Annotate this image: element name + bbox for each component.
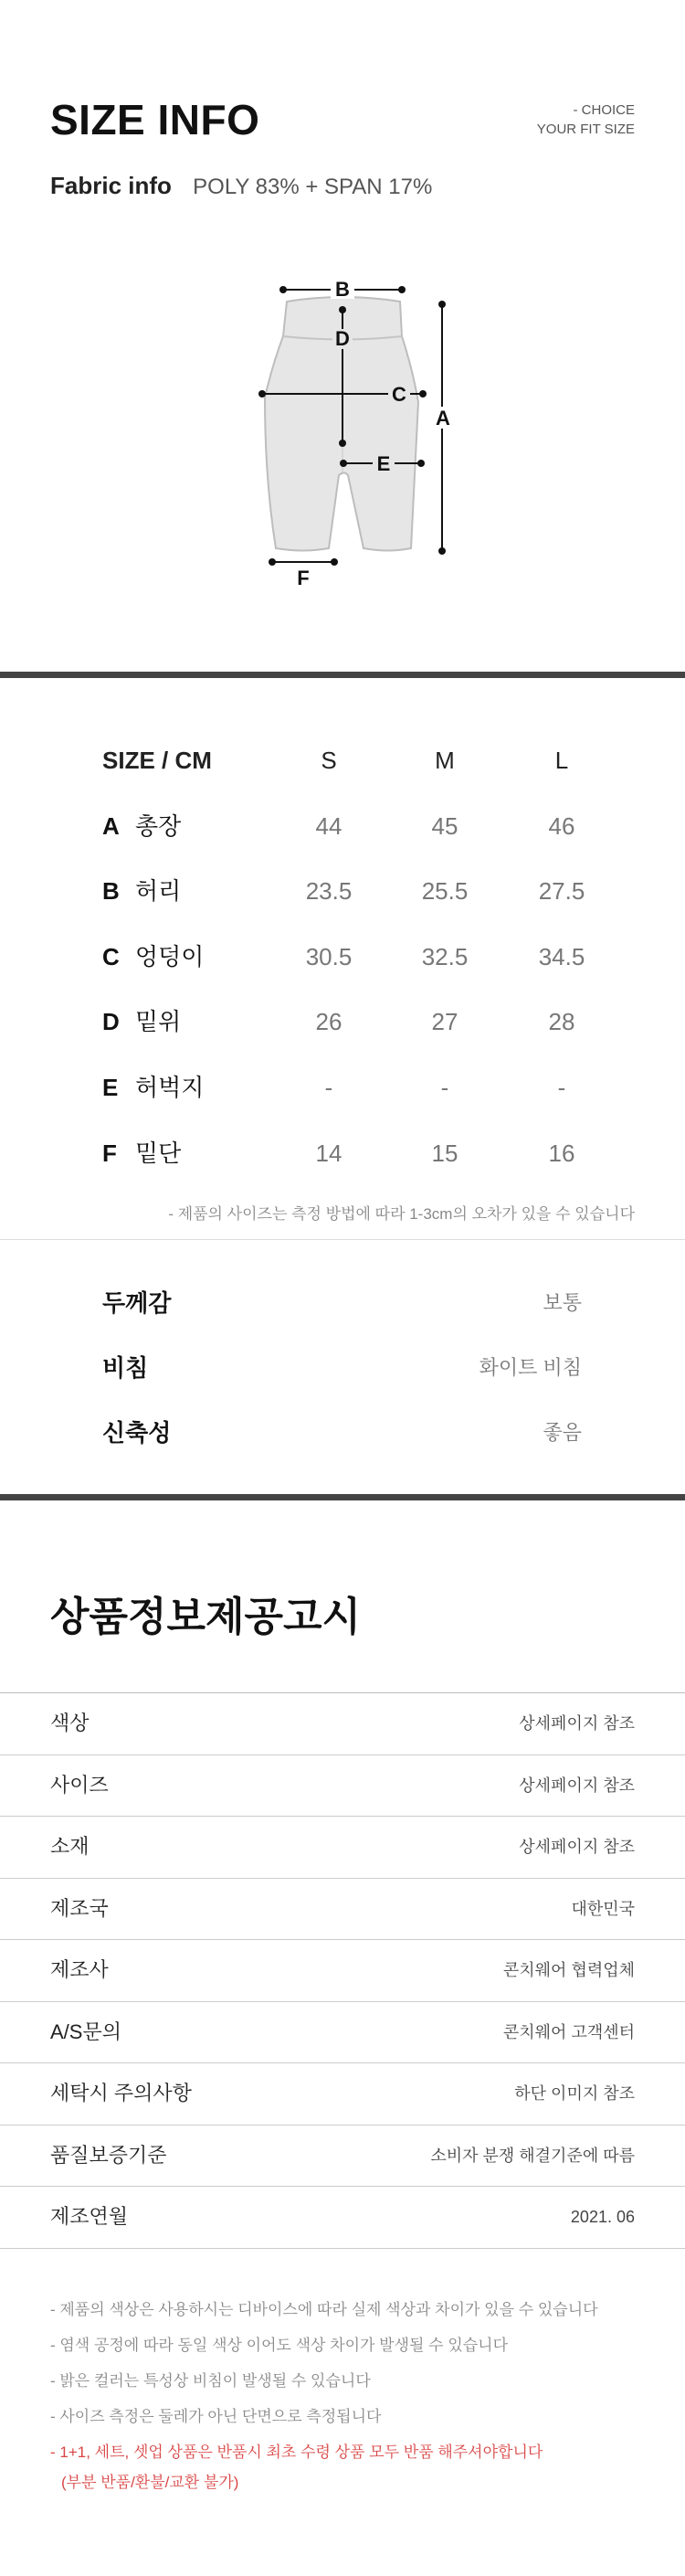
product-info-table	[0, 1692, 685, 2249]
size-value: 34.5	[538, 942, 585, 970]
list-item: - 사이즈 측정은 둘레가 아닌 단면으로 측정됩니다	[50, 2408, 382, 2425]
size-value: -	[324, 1073, 333, 1101]
table-row	[0, 2125, 685, 2188]
measure-name: 밑위	[135, 1008, 182, 1036]
choice-fit-size-note	[537, 101, 635, 139]
section-divider	[0, 672, 685, 678]
choice-line-2: YOUR FIT SIZE	[536, 122, 635, 137]
info-value: 콘치웨어 고객센터	[502, 2022, 635, 2041]
diagram-letter-a: A	[436, 407, 450, 429]
size-value: 27.5	[538, 877, 585, 906]
table-row	[0, 1135, 685, 1201]
feature-row-sheerness	[102, 1350, 582, 1414]
size-value: 16	[548, 1139, 575, 1167]
size-value: 23.5	[305, 877, 353, 906]
size-header-m: M	[435, 747, 455, 774]
diagram-letter-d: D	[335, 327, 350, 350]
section-divider	[0, 1239, 685, 1240]
feature-label: 비침	[102, 1354, 149, 1382]
table-row	[0, 808, 685, 874]
fabric-info	[50, 172, 432, 201]
size-value: 32.5	[421, 942, 469, 970]
info-label: 색상	[50, 1712, 90, 1734]
table-row	[0, 1817, 685, 1879]
list-item: - 염색 공정에 따라 동일 색상 이어도 색상 차이가 발생될 수 있습니다	[50, 2337, 509, 2354]
table-row	[0, 1755, 685, 1818]
measure-letter: E	[102, 1073, 119, 1101]
size-value: 30.5	[305, 942, 353, 970]
feature-value: 화이트 비침	[479, 1356, 582, 1379]
measure-name: 허벅지	[135, 1073, 205, 1101]
disclaimer-list	[50, 2292, 653, 2496]
info-value: 대한민국	[571, 1899, 635, 1918]
table-row	[0, 2063, 685, 2125]
size-value: -	[440, 1073, 449, 1101]
page-title: SIZE INFO	[50, 96, 260, 143]
measure-letter: B	[102, 877, 120, 906]
info-label: 세탁시 주의사항	[50, 2082, 192, 2104]
info-label: 제조국	[50, 1896, 109, 1920]
return-warning-detail: (부분 반품/환불/교환 불가)	[61, 2474, 239, 2491]
return-warning: - 1+1, 세트, 셋업 상품은 반품시 최초 수령 상품 모두 반품 해주셔야합니다	[50, 2443, 543, 2461]
size-table-header-label: SIZE / CM	[102, 747, 212, 774]
product-notice-title: 상품정보제공고시	[50, 1595, 362, 1639]
size-table-header	[0, 742, 685, 808]
info-value: 콘치웨어 협력업체	[502, 1961, 635, 1979]
feature-value: 좋음	[543, 1421, 582, 1444]
fabric-info-value: POLY 83% + SPAN 17%	[193, 175, 433, 199]
info-label: A/S문의	[50, 2019, 121, 2043]
feature-label: 신축성	[102, 1419, 172, 1447]
size-value: 14	[315, 1139, 342, 1167]
table-row	[0, 1879, 685, 1941]
feature-value: 보통	[543, 1291, 582, 1314]
info-value: 상세페이지 참조	[519, 1776, 635, 1795]
size-value: 44	[315, 811, 342, 840]
info-value: 소비자 분쟁 해결기준에 따름	[430, 2146, 635, 2165]
info-value: 상세페이지 참조	[519, 1838, 635, 1856]
measure-letter: A	[102, 811, 120, 840]
size-value: 25.5	[421, 877, 469, 906]
info-label: 품질보증기준	[50, 2143, 167, 2167]
diagram-letter-b: B	[335, 278, 350, 301]
list-item: - 밝은 컬러는 특성상 비침이 발생될 수 있습니다	[50, 2372, 371, 2390]
diagram-letter-f: F	[297, 567, 310, 589]
size-header-s: S	[321, 747, 337, 774]
table-row	[0, 2187, 685, 2249]
info-label: 제조연월	[50, 2205, 129, 2228]
diagram-letter-e: E	[376, 452, 391, 475]
table-row	[0, 1069, 685, 1135]
fabric-info-label: Fabric info	[50, 172, 172, 199]
size-value: 46	[548, 811, 575, 840]
size-value: 15	[431, 1139, 458, 1167]
section-divider	[0, 1494, 685, 1500]
size-value: 45	[431, 811, 458, 840]
size-value: 26	[315, 1008, 342, 1036]
table-row	[0, 1003, 685, 1069]
table-row	[0, 938, 685, 1004]
measure-name: 엉덩이	[135, 942, 205, 970]
info-value: 하단 이미지 참조	[514, 2084, 635, 2103]
measure-letter: C	[102, 942, 120, 970]
size-tolerance-note: - 제품의 사이즈는 측정 방법에 따라 1-3cm의 오차가 있을 수 있습니다	[168, 1205, 635, 1223]
table-row	[0, 1940, 685, 2002]
feature-label: 두께감	[102, 1289, 172, 1317]
size-header-l: L	[554, 747, 569, 774]
shorts-measurement-diagram	[247, 270, 457, 589]
size-value: 28	[548, 1008, 575, 1036]
table-row	[0, 873, 685, 938]
list-item: - 제품의 색상은 사용하시는 디바이스에 따라 실제 색상과 차이가 있을 수 있습니다	[50, 2301, 598, 2318]
measure-letter: D	[102, 1008, 120, 1036]
info-value: 상세페이지 참조	[519, 1714, 635, 1733]
table-row	[0, 2002, 685, 2064]
info-label: 소재	[50, 1835, 90, 1858]
measure-letter: F	[102, 1139, 117, 1167]
feature-row-thickness	[102, 1285, 582, 1349]
info-label: 제조사	[50, 1958, 109, 1981]
choice-line-1: - CHOICE	[573, 102, 635, 118]
measure-name: 허리	[135, 877, 182, 906]
table-row	[0, 1693, 685, 1755]
size-table	[0, 742, 685, 1200]
diagram-letter-c: C	[392, 383, 406, 406]
info-label: 사이즈	[50, 1773, 109, 1797]
size-value: -	[557, 1073, 566, 1101]
feature-row-stretch	[102, 1415, 582, 1479]
size-value: 27	[431, 1008, 458, 1036]
measure-name: 밑단	[135, 1139, 182, 1167]
measure-name: 총장	[135, 811, 182, 840]
info-value: 2021. 06	[570, 2208, 635, 2226]
